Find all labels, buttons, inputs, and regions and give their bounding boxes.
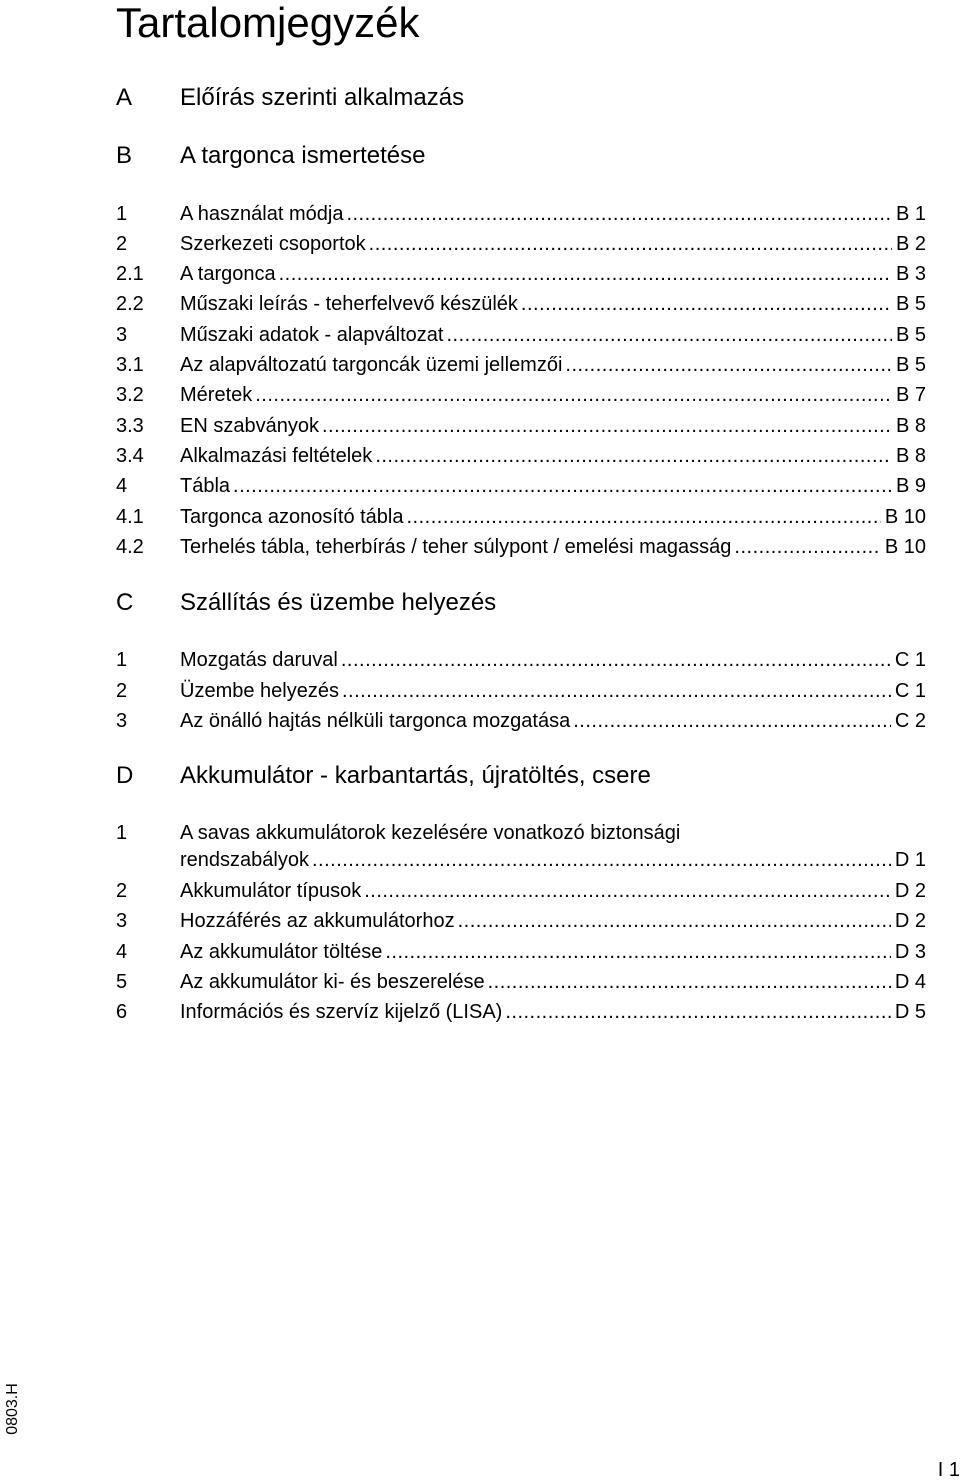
entry-title: Az akkumulátor ki- és beszerelése [180, 971, 485, 993]
entry-title: Műszaki adatok - alapváltozat [180, 324, 444, 346]
entry-page: B 7 [895, 384, 926, 406]
entry-page: D 2 [894, 880, 926, 902]
section-letter: A [116, 84, 133, 111]
dot-leader [573, 709, 891, 733]
entry-number: 1 [116, 822, 128, 844]
entry-title: rendszabályok [180, 849, 309, 871]
entry-title: Alkalmazási feltételek [180, 445, 373, 467]
entry-title: Szerkezeti csoportok [180, 233, 366, 255]
dot-leader [322, 414, 892, 438]
entry-number: 4.2 [116, 536, 144, 558]
entry-page: D 4 [894, 971, 926, 993]
dot-leader [521, 292, 892, 316]
entry-number: 3.1 [116, 354, 144, 376]
entry-number: 2 [116, 680, 128, 702]
section-title: A targonca ismertetése [180, 142, 426, 169]
dot-leader [734, 535, 880, 559]
entry-title: Információs és szervíz kijelző (LISA) [180, 1001, 503, 1023]
entry-title: Üzembe helyezés [180, 680, 339, 702]
entry-page: B 5 [895, 354, 926, 376]
entry-page: B 9 [895, 475, 926, 497]
entry-page: C 1 [894, 680, 926, 702]
dot-leader [488, 970, 891, 994]
entry-title: Mozgatás daruval [180, 649, 338, 671]
entry-number: 5 [116, 971, 128, 993]
entry-title: Műszaki leírás - teherfelvevő készülék [180, 293, 518, 315]
dot-leader [505, 1000, 891, 1024]
entry-page: B 1 [895, 203, 926, 225]
dot-leader [458, 909, 891, 933]
entry-number: 3.3 [116, 415, 144, 437]
entry-number: 3 [116, 324, 128, 346]
entry-title: Tábla [180, 475, 231, 497]
entry-page: C 1 [894, 649, 926, 671]
entry-title-line1: A savas akkumulátorok kezelésére vonatkozó biztonsági [180, 822, 681, 844]
dot-leader [375, 444, 892, 468]
section-letter: C [116, 589, 134, 616]
entry-page: B 3 [895, 263, 926, 285]
entry-page: D 3 [894, 941, 926, 963]
entry-title: Akkumulátor típusok [180, 880, 362, 902]
page-title: Tartalomjegyzék [116, 0, 420, 46]
entry-number: 6 [116, 1001, 128, 1023]
section-title: Szállítás és üzembe helyezés [180, 589, 497, 616]
entry-title: Az önálló hajtás nélküli targonca mozgatása [180, 710, 571, 732]
section-title: Akkumulátor - karbantartás, újratöltés, csere [180, 762, 651, 789]
entry-title: Terhelés tábla, teherbírás / teher súlypont / emelési magasság [180, 536, 732, 558]
entry-number: 4 [116, 941, 128, 963]
entry-title: Az alapváltozatú targoncák üzemi jellemzői [180, 354, 563, 376]
entry-page: D 1 [894, 849, 926, 871]
dot-leader [407, 505, 881, 529]
entry-title: A targonca [180, 263, 276, 285]
entry-number: 1 [116, 649, 128, 671]
entry-page: C 2 [894, 710, 926, 732]
dot-leader [369, 232, 892, 256]
entry-number: 4 [116, 475, 128, 497]
page-number: I 1 [937, 1459, 960, 1481]
document-code [0, 1376, 26, 1442]
entry-number: 3.4 [116, 445, 144, 467]
entry-title: EN szabványok [180, 415, 319, 437]
dot-leader [385, 940, 891, 964]
dot-leader [446, 323, 892, 347]
dot-leader [342, 679, 891, 703]
dot-leader [565, 353, 892, 377]
entry-title: Targonca azonosító tábla [180, 506, 404, 528]
section-letter: B [116, 142, 133, 169]
section-letter: D [116, 762, 134, 789]
entry-page: D 2 [894, 910, 926, 932]
entry-page: B 8 [895, 415, 926, 437]
entry-page: B 5 [895, 324, 926, 346]
dot-leader [341, 648, 891, 672]
entry-number: 1 [116, 203, 128, 225]
entry-number: 4.1 [116, 506, 144, 528]
dot-leader [255, 383, 892, 407]
entry-page: B 2 [895, 233, 926, 255]
entry-number: 2 [116, 880, 128, 902]
dot-leader [279, 262, 892, 286]
dot-leader [364, 879, 891, 903]
entry-number: 3.2 [116, 384, 144, 406]
entry-number: 2.1 [116, 263, 144, 285]
entry-page: B 10 [884, 536, 926, 558]
entry-number: 3 [116, 710, 128, 732]
dot-leader [233, 474, 892, 498]
dot-leader [346, 202, 892, 226]
entry-title: Hozzáférés az akkumulátorhoz [180, 910, 455, 932]
entry-title: A használat módja [180, 203, 344, 225]
entry-page: D 5 [894, 1001, 926, 1023]
entry-title: Méretek [180, 384, 253, 406]
document-code-text: 0803.H [4, 1383, 21, 1435]
entry-number: 2.2 [116, 293, 144, 315]
entry-number: 3 [116, 910, 128, 932]
entry-page: B 8 [895, 445, 926, 467]
dot-leader [312, 848, 891, 872]
section-title: Előírás szerinti alkalmazás [180, 84, 465, 111]
entry-page: B 10 [884, 506, 926, 528]
entry-page: B 5 [895, 293, 926, 315]
entry-title: Az akkumulátor töltése [180, 941, 383, 963]
entry-number: 2 [116, 233, 128, 255]
